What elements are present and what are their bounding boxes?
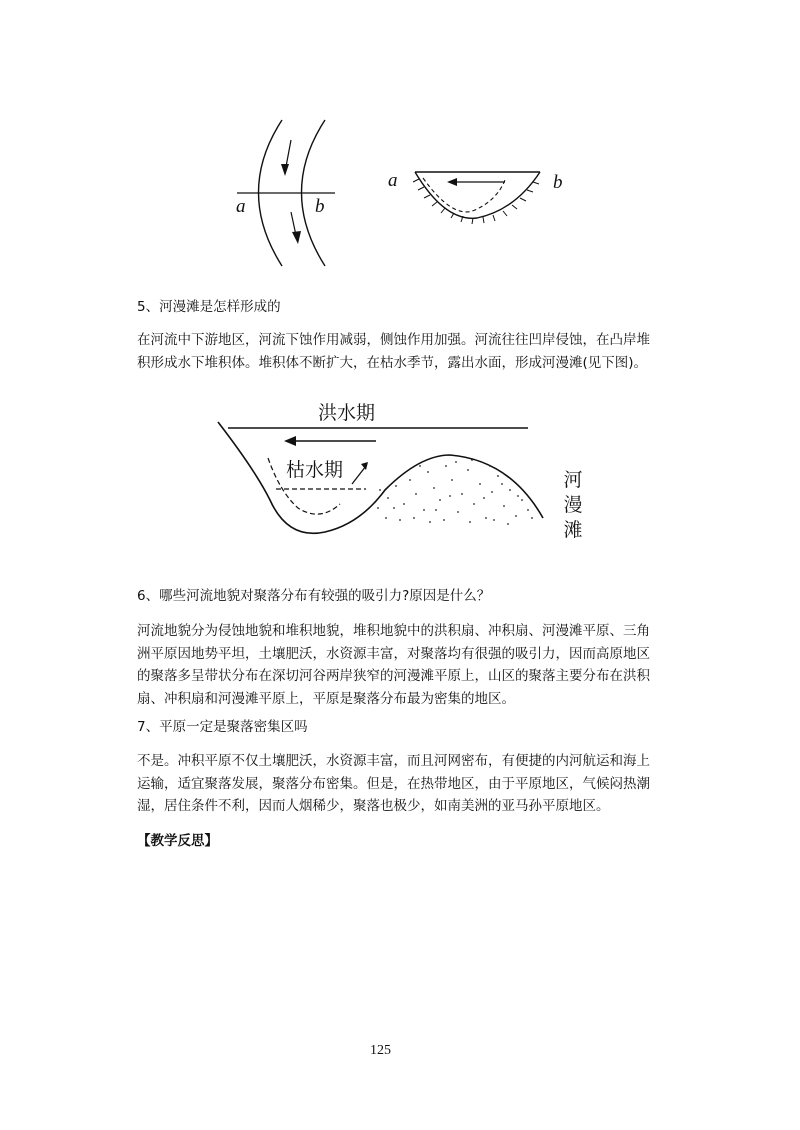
q6-line-3: 的聚落多呈带状分布在深切河谷两岸狭窄的河漫滩平原上，山区的聚落主要分布在洪积 <box>137 668 650 684</box>
q5-answer <box>137 329 667 374</box>
cross-section-diagram <box>405 160 550 230</box>
q7-answer <box>137 750 667 818</box>
q5-line-2: 积形成水下堆积体。堆积体不断扩大，在枯水季节，露出水面，形成河漫滩(见下图)。 <box>137 354 648 371</box>
left-label-b: b <box>315 196 325 217</box>
floodplain-label <box>562 468 584 543</box>
page-number: 125 <box>370 1043 391 1058</box>
q7-line-3: 湿，居住条件不利，因而人烟稀少，聚落也极少，如南美洲的亚马孙平原地区。 <box>137 798 610 814</box>
floodplain-label-char-2: 漫 <box>563 494 583 516</box>
right-label-b: b <box>553 172 563 193</box>
q5-title: 5、河漫滩是怎样形成的 <box>137 299 281 315</box>
teaching-reflection-heading: 【教学反思】 <box>137 833 218 849</box>
q6-line-2: 洲平原因地势平坦，土壤肥沃，水资源丰富，对聚落均有很强的吸引力，因而高原地区 <box>137 645 650 662</box>
floodplain-diagram <box>210 400 560 550</box>
current-dashed <box>423 178 505 212</box>
flood-season-label: 洪水期 <box>318 402 376 424</box>
channel-profile <box>415 172 540 218</box>
left-label-a: a <box>236 196 246 217</box>
floodplain-label-char-3: 滩 <box>563 519 583 541</box>
dry-season-label: 枯水期 <box>286 459 344 481</box>
river-bend-diagram <box>225 112 355 274</box>
q6-line-1: 河流地貌分为侵蚀地貌和堆积地貌，堆积地貌中的洪积扇、冲积扇、河漫滩平原、三角 <box>137 623 650 639</box>
q6-answer <box>137 620 667 710</box>
q6-title: 6、哪些河流地貌对聚落分布有较强的吸引力?原因是什么？ <box>137 588 491 604</box>
q7-title: 7、平原一定是聚落密集区吗 <box>137 719 308 735</box>
floodplain-deposit <box>350 454 543 530</box>
q7-line-1: 不是。冲积平原不仅土壤肥沃，水资源丰富，而且河网密布，有便捷的内河航运和海上 <box>137 753 650 769</box>
q7-line-2: 运输，适宜聚落发展，聚落分布密集。但是，在热带地区，由于平原地区，气候闷热潮 <box>137 775 650 792</box>
q5-line-1: 在河流中下游地区，河流下蚀作用减弱，侧蚀作用加强。河流往往凹岸侵蚀，在凸岸堆 <box>137 332 650 348</box>
rise-arrow <box>352 466 366 484</box>
q6-line-4: 扇、冲积扇和河漫滩平原上，平原是聚落分布最为密集的地区。 <box>137 690 515 707</box>
floodplain-label-char-1: 河 <box>563 469 583 491</box>
right-label-a: a <box>388 170 398 191</box>
